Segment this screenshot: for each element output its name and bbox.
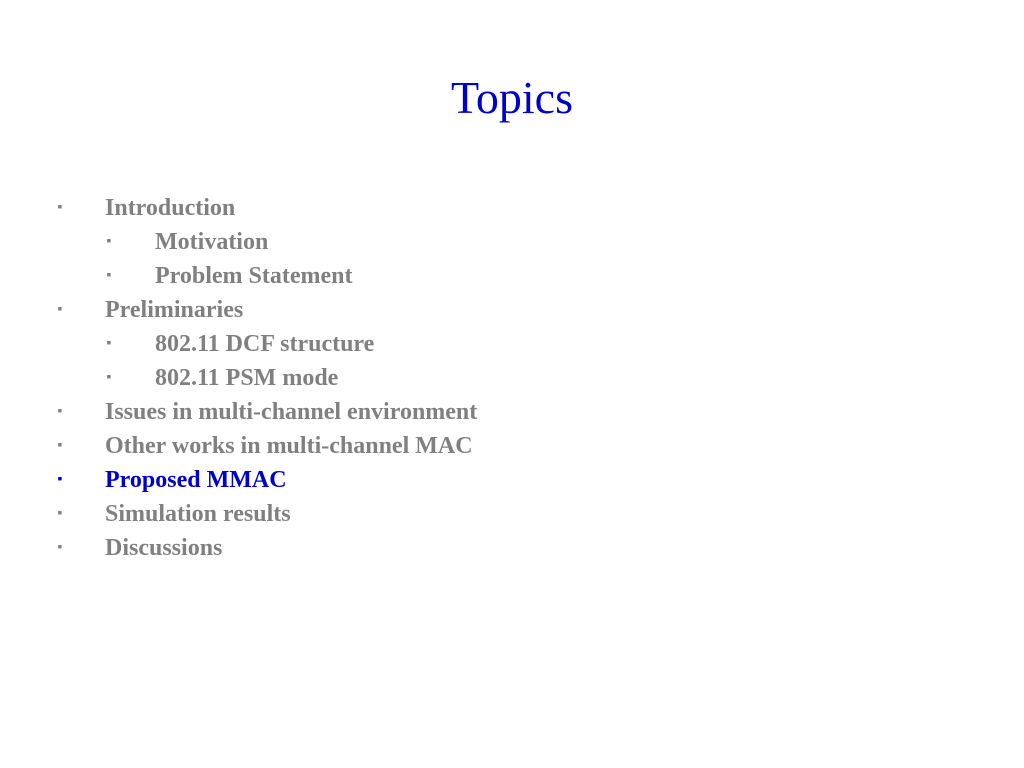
square-bullet-icon: ▪	[57, 506, 63, 521]
topic-item	[0, 463, 1024, 497]
topic-label: 802.11 DCF structure	[155, 331, 375, 357]
topic-item	[0, 293, 1024, 327]
topics-list	[0, 191, 1024, 565]
subtopic-item	[0, 327, 1024, 361]
square-bullet-icon: ▪	[57, 200, 63, 215]
topic-label: Other works in multi-channel MAC	[105, 433, 473, 459]
topic-label: Issues in multi-channel environment	[105, 399, 478, 425]
subtopic-item	[0, 361, 1024, 395]
topic-item	[0, 531, 1024, 565]
subtopic-item	[0, 225, 1024, 259]
topic-label: Discussions	[105, 535, 223, 561]
topic-item	[0, 395, 1024, 429]
slide-title: Topics	[451, 72, 573, 123]
square-bullet-icon: ▪	[57, 472, 63, 487]
square-bullet-icon: ▪	[57, 302, 63, 317]
square-bullet-icon: ▪	[106, 268, 112, 283]
topic-item	[0, 429, 1024, 463]
topic-item	[0, 497, 1024, 531]
square-bullet-icon: ▪	[57, 404, 63, 419]
topic-label: Proposed MMAC	[105, 467, 287, 493]
square-bullet-icon: ▪	[57, 540, 63, 555]
topic-label: Problem Statement	[155, 263, 353, 289]
topic-label: 802.11 PSM mode	[155, 365, 339, 391]
topic-label: Preliminaries	[105, 297, 244, 323]
topic-item	[0, 191, 1024, 225]
square-bullet-icon: ▪	[57, 438, 63, 453]
topic-label: Simulation results	[105, 501, 291, 527]
square-bullet-icon: ▪	[106, 370, 112, 385]
square-bullet-icon: ▪	[106, 234, 112, 249]
topic-label: Introduction	[105, 195, 236, 221]
subtopic-item	[0, 259, 1024, 293]
square-bullet-icon: ▪	[106, 336, 112, 351]
topic-label: Motivation	[155, 229, 269, 255]
